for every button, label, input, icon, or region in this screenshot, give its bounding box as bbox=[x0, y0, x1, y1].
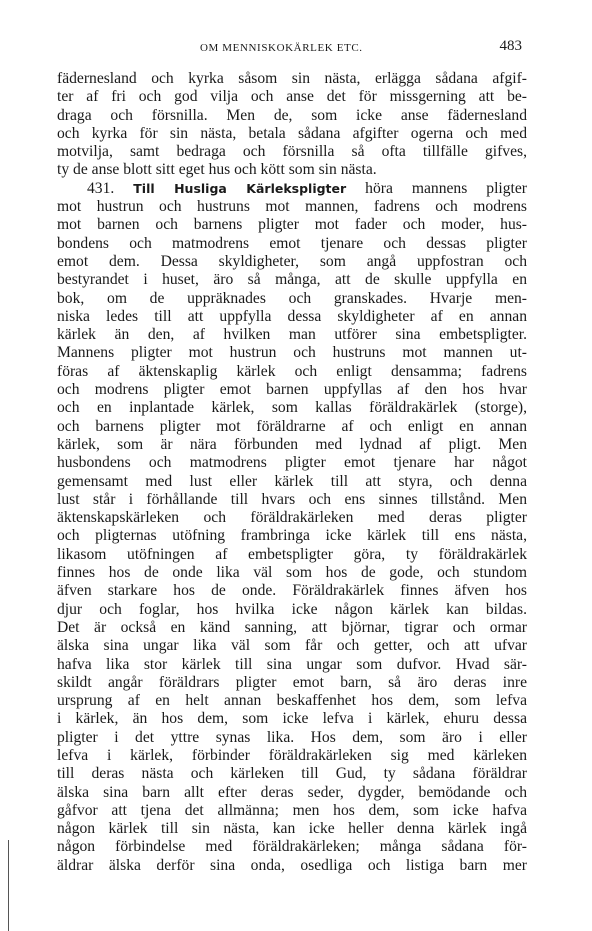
text-line: älska sina ungar lika väl som får och getter, och att ufvar bbox=[57, 637, 527, 655]
text-line: motvilja, samt bedraga och försnilla så ofta tillfälle gifves, bbox=[57, 143, 527, 161]
text-line: och kyrka för sin nästa, betala sådana afgifter ogerna och med bbox=[57, 124, 527, 142]
text-line: till deras nästa och kärleken till Gud, ty sådana föräldrar bbox=[57, 765, 527, 783]
running-head: OM MENNISKOKÄRLEK ETC. bbox=[200, 42, 363, 54]
text-line: någon förbindelse med föräldrakärleken; många sådana för- bbox=[57, 838, 527, 856]
text-line: bondens och matmodrens emot tjenare och dessas pligter bbox=[57, 234, 527, 252]
text-line: kärlek än den, af hvilken man utförer sina embetspligter. bbox=[57, 326, 527, 344]
section-number: 431. bbox=[87, 179, 115, 197]
text-line: fäderneslаnd och kyrka såsom sin nästa, erlägga sådana afgif- bbox=[57, 70, 527, 87]
text-line: gemensamt med lust eller kärlek till att styra, och denna bbox=[57, 472, 527, 490]
text-line: emot dem. Dessa skyldigheter, som angå uppfostran och bbox=[57, 252, 527, 270]
text-line: hafva lika stor kärlek till sina ungar som dufvor. Hvad sär- bbox=[57, 655, 527, 673]
text-line: lust står i förhållande till hvars och ens sinnes tillstånd. Men bbox=[57, 490, 527, 508]
text-line: och barnens pligter mot föräldrarne af och enligt en annan bbox=[57, 417, 527, 435]
text-line: äktenskapskärleken och föräldrakärleken med deras pligter bbox=[57, 509, 527, 527]
text-line: likasom utöfningen af embetspligter göra, ty föräldrakärlek bbox=[57, 545, 527, 563]
page-number: 483 bbox=[499, 38, 522, 54]
text-line: pligter i det yttre synas lika. Hos dem, som äro i eller bbox=[57, 728, 527, 746]
text-line: och en inplantade kärlek, som kallas föräldrakärlek (storge), bbox=[57, 399, 527, 417]
body-text bbox=[57, 70, 527, 875]
section-first-line-rest: höra mannens pligter bbox=[346, 179, 527, 197]
page-header bbox=[60, 38, 524, 60]
text-line: Det är också en känd sanning, att björnar, tigrar och ormar bbox=[57, 618, 527, 636]
text-line: kärlek, som är nära förbunden med lydnad af pligt. Men bbox=[57, 435, 527, 453]
text-line: husbondens och matmodrens pligter emot tjenare har något bbox=[57, 454, 527, 472]
text-line: föras af äktenskaplig kärlek och enligt densamma; fadrens bbox=[57, 362, 527, 380]
text-line: draga och försnilla. Men de, som icke anse fäderneslаnd bbox=[57, 106, 527, 124]
text-line: mot hustrun och hustruns mot mannen, fadrens och modrens bbox=[57, 198, 527, 216]
text-line: niska ledes till att uppfylla dessa skyldigheter af en annan bbox=[57, 307, 527, 325]
text-line: äldrar älska derför sina onda, osedliga och listiga barn mer bbox=[57, 856, 527, 874]
section-heading-line bbox=[57, 180, 527, 198]
text-line: ursprung af en helt annan beskaffenhet hos dem, som lefva bbox=[57, 692, 527, 710]
text-line: och modrens pligter emot barnen uppfyllas af den hos hvar bbox=[57, 381, 527, 399]
text-line: mot barnen och barnens pligter mot fader och moder, hus- bbox=[57, 216, 527, 234]
text-line: Mannens pligter mot hustrun och hustruns mot mannen ut- bbox=[57, 344, 527, 362]
text-line: bestyrandet i huset, äro så många, att de skulle uppfylla en bbox=[57, 271, 527, 289]
text-line: äfven starkare hos de onde. Föräldrakärlek finnes äfven hos bbox=[57, 582, 527, 600]
text-line: lefva i kärlek, förbinder föräldrakärleken sig med kärleken bbox=[57, 746, 527, 764]
text-line: bok, om de uppräknades och granskades. Hvarje men- bbox=[57, 289, 527, 307]
text-line: någon kärlek till sin nästa, kan icke heller denna kärlek ingå bbox=[57, 820, 527, 838]
text-line: ty de anse blott sitt eget hus och kött som sin nästa. bbox=[57, 161, 377, 179]
text-line: finnes hos de onde lika väl som hos de gode, och stundom bbox=[57, 564, 527, 582]
text-line: ter af fri och god vilja och anse det för missgerning att be- bbox=[57, 88, 527, 106]
section-title: Till Husliga Kärlekspligter bbox=[133, 180, 347, 196]
text-line: gåfvor att tjena det allmänna; men hos dem, som icke hafva bbox=[57, 801, 527, 819]
text-line: skildt angår föräldrars pligter emot barn, så äro deras inre bbox=[57, 673, 527, 691]
margin-rule bbox=[8, 840, 9, 931]
text-line: och pligternas utöfning frambringa icke kärlek till ens nästa, bbox=[57, 527, 527, 545]
text-line: i kärlek, än hos dem, som icke lefva i kärlek, ehuru dessa bbox=[57, 710, 527, 728]
text-line: älska sina barn allt efter deras seder, dygder, bemödande och bbox=[57, 783, 527, 801]
text-line: djur och foglar, hos hvilka icke någon kärlek kan bildas. bbox=[57, 600, 527, 618]
